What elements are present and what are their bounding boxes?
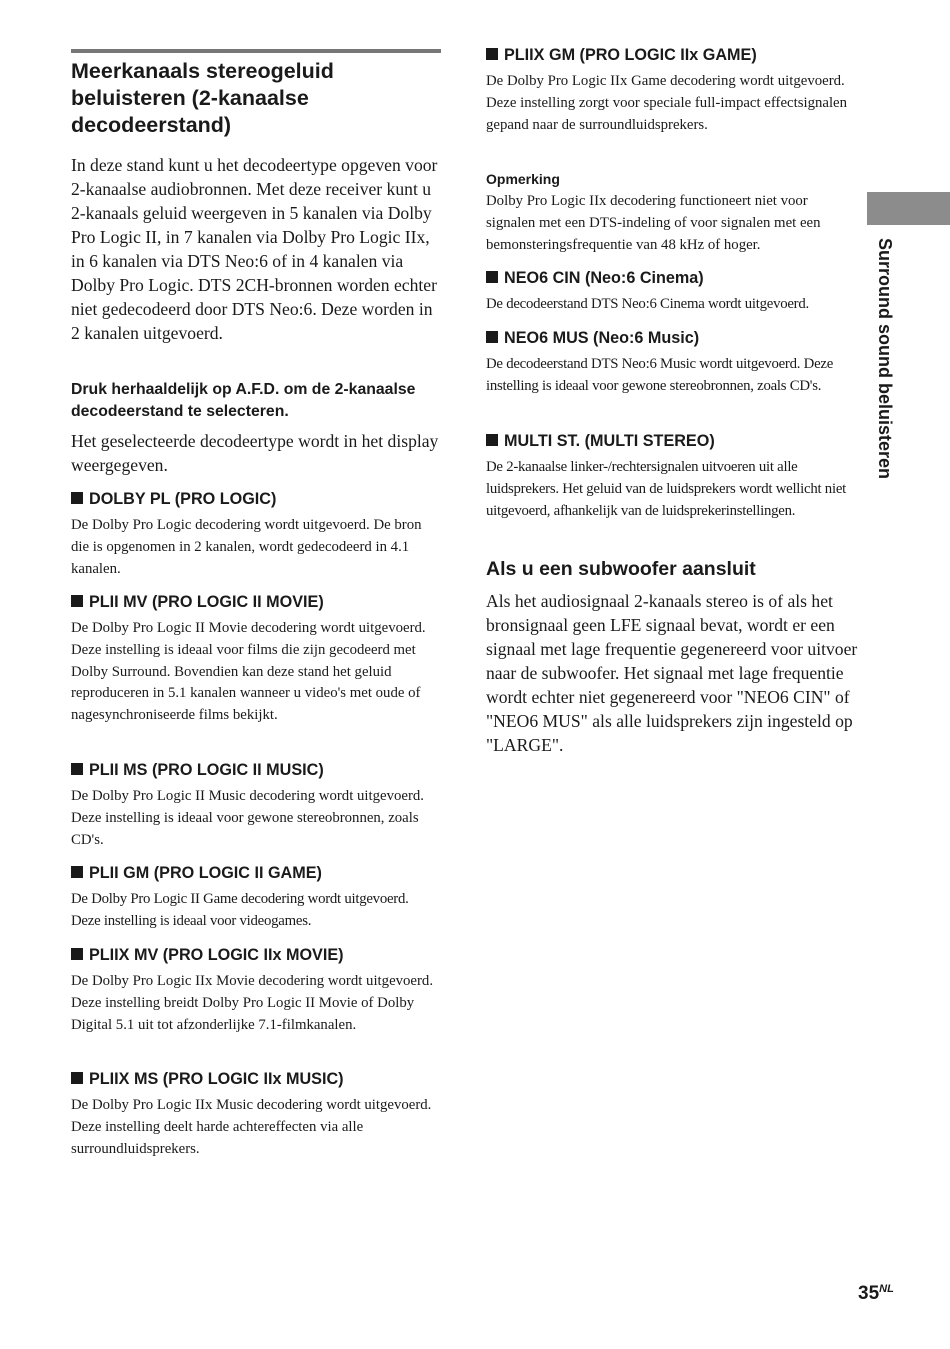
language-suffix: NL [879, 1283, 894, 1295]
chapter-side-label [868, 238, 896, 518]
instruction-step: Druk herhaaldelijk op A.F.D. om de 2-kanaalse decodeerstand te selecteren. [71, 381, 416, 420]
note-heading: Opmerking [486, 171, 560, 187]
chapter-label-text: Surround sound beluisteren [875, 238, 895, 480]
mode-heading: MULTI ST. (MULTI STEREO) [486, 430, 858, 452]
mode-heading: PLII MV (PRO LOGIC II MOVIE) [71, 591, 441, 613]
chapter-tab [867, 192, 950, 225]
mode-heading: DOLBY PL (PRO LOGIC) [71, 488, 441, 510]
mode-neo6-cin [486, 267, 858, 316]
subwoofer-text: Als het audiosignaal 2-kanaals stereo is of als het bronsignaal geen LFE signaal bevat, wordt er een signaal met lage frequentie gegenereerd voor uitvoer naar de subwoofer. Het signaal met lage frequentie wordt echter niet gegenereerd voor "NEO6 CIN" of "NEO6 MUS" als alle luidsprekers zijn ingesteld op "LARGE". [486, 591, 858, 755]
mode-heading: PLII MS (PRO LOGIC II MUSIC) [71, 759, 441, 781]
square-bullet-icon [71, 1072, 83, 1084]
mode-heading: PLIIX MS (PRO LOGIC IIx MUSIC) [71, 1068, 441, 1090]
intro-paragraph: In deze stand kunt u het decodeertype opgeven voor 2-kanaalse audiobronnen. Met deze receiver kunt u 2-kanaals geluid weergeven in 5 kanalen via Dolby Pro Logic II, in 7 kanalen via Dolby Pro Logic IIx, in 6 kanalen via DTS Neo:6 of in 4 kanalen via Dolby Pro Logic. DTS 2CH-bronnen worden echter niet gedecodeerd door DTS Neo:6. Deze worden in 2 kanalen uitgevoerd. [71, 155, 438, 343]
note-block [486, 169, 858, 256]
square-bullet-icon [71, 948, 83, 960]
note-text: Dolby Pro Logic IIx decodering functioneert niet voor signalen met een DTS-indeling of voor signalen met een bemonsteringsfrequentie van 48 kHz of hoger. [486, 193, 821, 253]
mode-plii-mv [71, 591, 441, 727]
section-top-rule [71, 49, 441, 53]
square-bullet-icon [486, 48, 498, 60]
mode-heading: PLIIX MV (PRO LOGIC IIx MOVIE) [71, 944, 441, 966]
mode-description: De Dolby Pro Logic IIx Movie decodering wordt uitgevoerd. Deze instelling breidt Dolby Pro Logic II Movie of Dolby Digital 5.1 uit tot afzonderlijke 7.1-filmkanalen. [71, 973, 434, 1033]
mode-plii-ms [71, 759, 441, 851]
instruction-result: Het geselecteerde decodeertype wordt in het display weergegeven. [71, 431, 439, 475]
mode-heading: NEO6 CIN (Neo:6 Cinema) [486, 267, 858, 289]
mode-description: De decodeerstand DTS Neo:6 Music wordt uitgevoerd. Deze instelling is ideaal voor gewone stereobronnen, zoals CD's. [486, 356, 834, 394]
mode-neo6-mus [486, 327, 858, 398]
mode-description: De Dolby Pro Logic decodering wordt uitgevoerd. De bron die is opgenomen in 2 kanalen, wordt gedecodeerd in 4.1 kanalen. [71, 517, 422, 577]
square-bullet-icon [486, 434, 498, 446]
mode-description: De Dolby Pro Logic II Music decodering wordt uitgevoerd. Deze instelling is ideaal voor gewone stereobronnen, zoals CD's. [71, 788, 424, 848]
square-bullet-icon [486, 271, 498, 283]
mode-description: De Dolby Pro Logic IIx Game decodering wordt uitgevoerd. Deze instelling zorgt voor speciale full-impact effectsignalen gepand naar de surroundluidsprekers. [486, 73, 848, 133]
mode-pliix-gm [486, 44, 858, 136]
mode-pliix-mv [71, 944, 441, 1036]
square-bullet-icon [71, 492, 83, 504]
section-title: Meerkanaals stereogeluid beluisteren (2-kanaalse decodeerstand) [71, 59, 334, 137]
mode-dolby-pl [71, 488, 441, 580]
mode-description: De 2-kanaalse linker-/rechtersignalen uitvoeren uit alle luidsprekers. Het geluid van de luidsprekers wordt wellicht niet uitgevoerd, afhankelijk van de luidsprekerinstellingen. [486, 459, 846, 519]
mode-description: De Dolby Pro Logic II Movie decodering wordt uitgevoerd. Deze instelling is ideaal voor films die zijn gecodeerd met Dolby Surround. Bovendien kan deze stand het geluid reproduceren in 5.1 kanalen wanneer u video's met oude of nagesynchroniseerde films bekijkt. [71, 620, 426, 724]
mode-description: De decodeerstand DTS Neo:6 Cinema wordt uitgevoerd. [486, 296, 809, 312]
mode-heading: PLII GM (PRO LOGIC II GAME) [71, 862, 441, 884]
subwoofer-heading: Als u een subwoofer aansluit [486, 558, 756, 580]
square-bullet-icon [71, 763, 83, 775]
mode-heading: NEO6 MUS (Neo:6 Music) [486, 327, 858, 349]
page-number: $35^{NL}$ [858, 1283, 894, 1304]
square-bullet-icon [486, 331, 498, 343]
mode-heading: PLIIX GM (PRO LOGIC IIx GAME) [486, 44, 858, 66]
mode-plii-gm [71, 862, 441, 933]
mode-multi-st [486, 430, 858, 522]
square-bullet-icon [71, 595, 83, 607]
mode-description: De Dolby Pro Logic II Game decodering wordt uitgevoerd. Deze instelling is ideaal voor videogames. [71, 891, 409, 929]
square-bullet-icon [71, 866, 83, 878]
mode-description: De Dolby Pro Logic IIx Music decodering wordt uitgevoerd. Deze instelling deelt harde achtereffecten via alle surroundluidsprekers. [71, 1097, 432, 1157]
mode-pliix-ms [71, 1068, 441, 1160]
